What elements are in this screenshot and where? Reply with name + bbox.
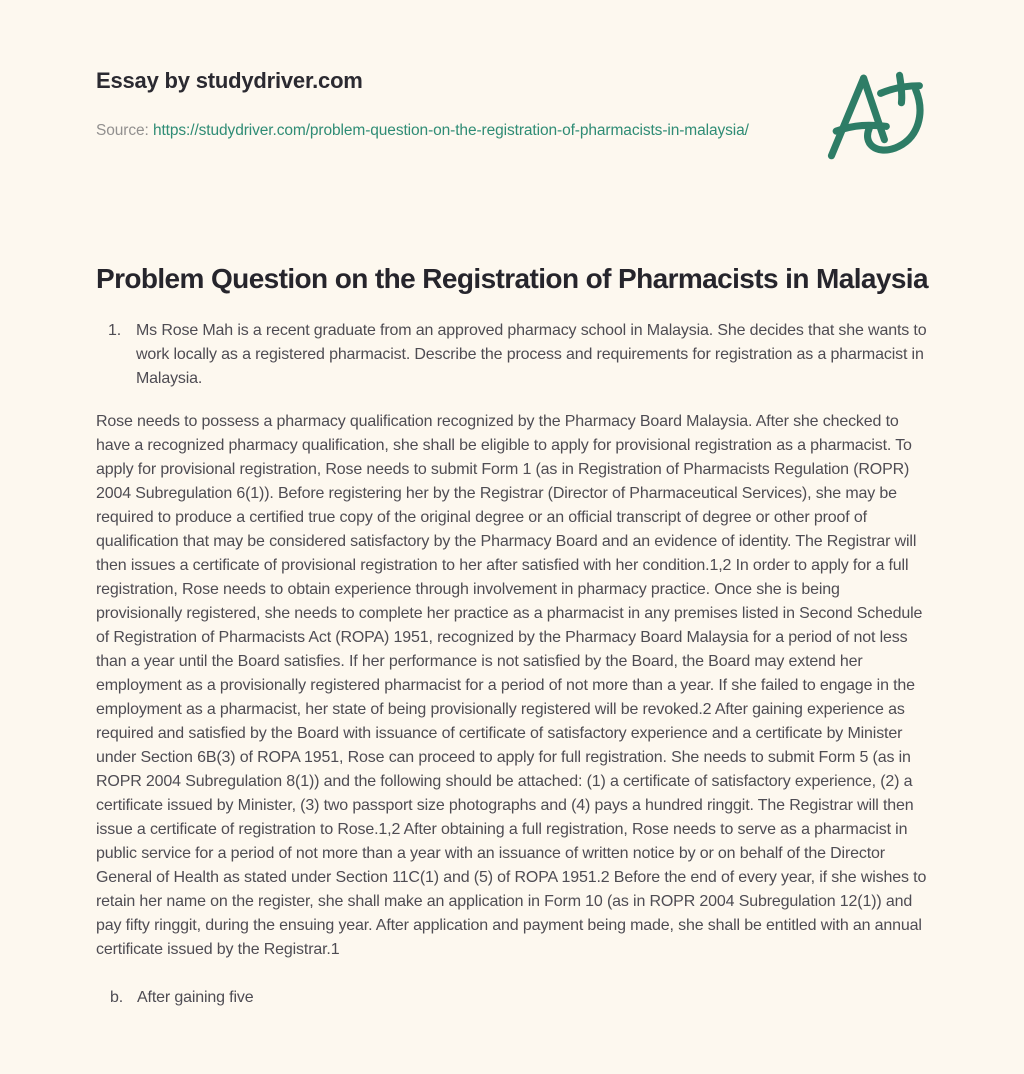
source-link[interactable]: https://studydriver.com/problem-question-on-the-registration-of-pharmacists-in-malaysia/	[152, 122, 749, 139]
document-header	[96, 64, 928, 168]
source-label: Source:	[96, 122, 153, 139]
question-list	[96, 319, 928, 391]
sub-question-marker: b.	[110, 989, 124, 1006]
question-item	[96, 319, 928, 391]
question-marker: 1.	[108, 322, 122, 339]
source-line	[96, 118, 749, 143]
essay-content	[96, 260, 928, 1010]
sub-question-text: After gaining five	[137, 989, 254, 1006]
header-text-block	[96, 64, 749, 143]
question-text: Ms Rose Mah is a recent graduate from an approved pharmacy school in Malaysia. She decides that she wants to work locally as a registered pharmacist. Describe the process and requirements for registration as a pharmacist in Malaysia.	[136, 322, 927, 387]
essay-title: Problem Question on the Registration of Pharmacists in Malaysia	[96, 263, 928, 294]
sub-question-item	[96, 986, 928, 1010]
studydriver-logo	[822, 64, 926, 168]
essay-paragraph: Rose needs to possess a pharmacy qualification recognized by the Pharmacy Board Malaysia. After she checked to have a recognized pharmacy qualification, she shall be eligible to apply for provisional registration as a pharmacist. To apply for provisional registration, Rose needs to submit Form 1 (as in Registration of Pharmacists Regulation (ROPR) 2004 Subregulation 6(1)). Before registering her by the Registrar (Director of Pharmaceutical Services), she may be required to produce a certified true copy of the original degree or an official transcript of degree or other proof of qualification that may be considered satisfactory by the Pharmacy Board and an evidence of identity. The Registrar will then issues a certificate of provisional registration to her after satisfied with her condition.1,2 In order to apply for a full registration, Rose needs to obtain experience through involvement in pharmacy practice. Once she is being provisionally registered, she needs to complete her practice as a pharmacist in any premises listed in Second Schedule of Registration of Pharmacists Act (ROPA) 1951, recognized by the Pharmacy Board Malaysia for a period of not less than a year until the Board satisfies. If her performance is not satisfied by the Board, the Board may extend her employment as a provisionally registered pharmacist for a period of not more than a year. If she failed to engage in the employment as a pharmacist, her state of being provisionally registered will be revoked.2 After gaining experience as required and satisfied by the Board with issuance of certificate of satisfactory experience and a certificate by Minister under Section 6B(3) of ROPA 1951, Rose can proceed to apply for full registration. She needs to submit Form 5 (as in ROPR 2004 Subregulation 8(1)) and the following should be attached: (1) a certificate of satisfactory experience, (2) a certificate issued by Minister, (3) two passport size photographs and (4) pays a hundred ringgit. The Registrar will then issue a certificate of registration to Rose.1,2 After obtaining a full registration, Rose needs to serve as a pharmacist in public service for a period of not more than a year with an issuance of written notice by or on behalf of the Director General of Health as stated under Section 11C(1) and (5) of ROPA 1951.2 Before the end of every year, if she wishes to retain her name on the register, she shall make an application in Form 10 (as in ROPR 2004 Subregulation 12(1)) and pay fifty ringgit, during the ensuing year. After application and payment being made, she shall be entitled with an annual certificate issued by the Registrar.1	[96, 413, 927, 958]
header-title: Essay by studydriver.com	[96, 68, 363, 93]
a-plus-icon	[822, 64, 926, 168]
